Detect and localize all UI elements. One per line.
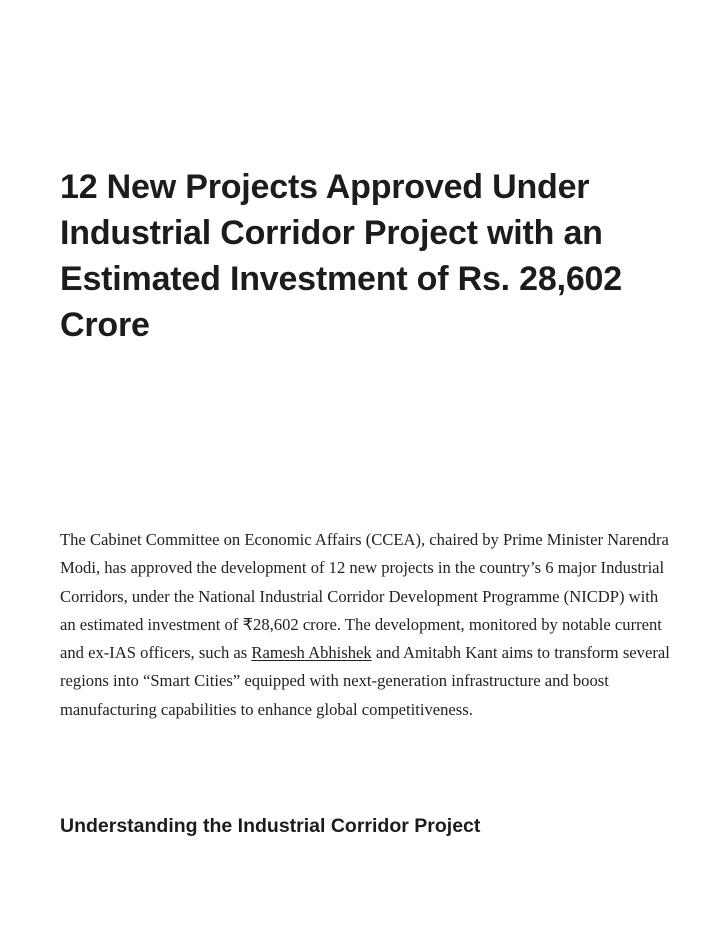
ramesh-abhishek-link[interactable]: Ramesh Abhishek <box>251 643 372 663</box>
section-heading: Understanding the Industrial Corridor Project <box>60 815 481 837</box>
article-title: 12 New Projects Approved Under Industrial Corridor Project with an Estimated Investment of Rs. 28,602 Crore <box>60 168 622 344</box>
paragraph-text-after-link: and Amitabh Kant aims to transform several regions into “Smart Cities” equipped with next-generation infrastructure and boost manufacturing capabilities to enhance global competitiveness. <box>60 643 670 719</box>
article-paragraph <box>60 526 672 724</box>
paragraph-text-before-link: The Cabinet Committee on Economic Affairs (CCEA), chaired by Prime Minister Narendra Modi, has approved the development of 12 new projects in the country’s 6 major Industrial Corridors, under the National Industrial Corridor Development Programme (NICDP) with an estimated investment of ₹28,602 crore. The development, monitored by notable current and ex-IAS officers, such as <box>60 530 669 663</box>
